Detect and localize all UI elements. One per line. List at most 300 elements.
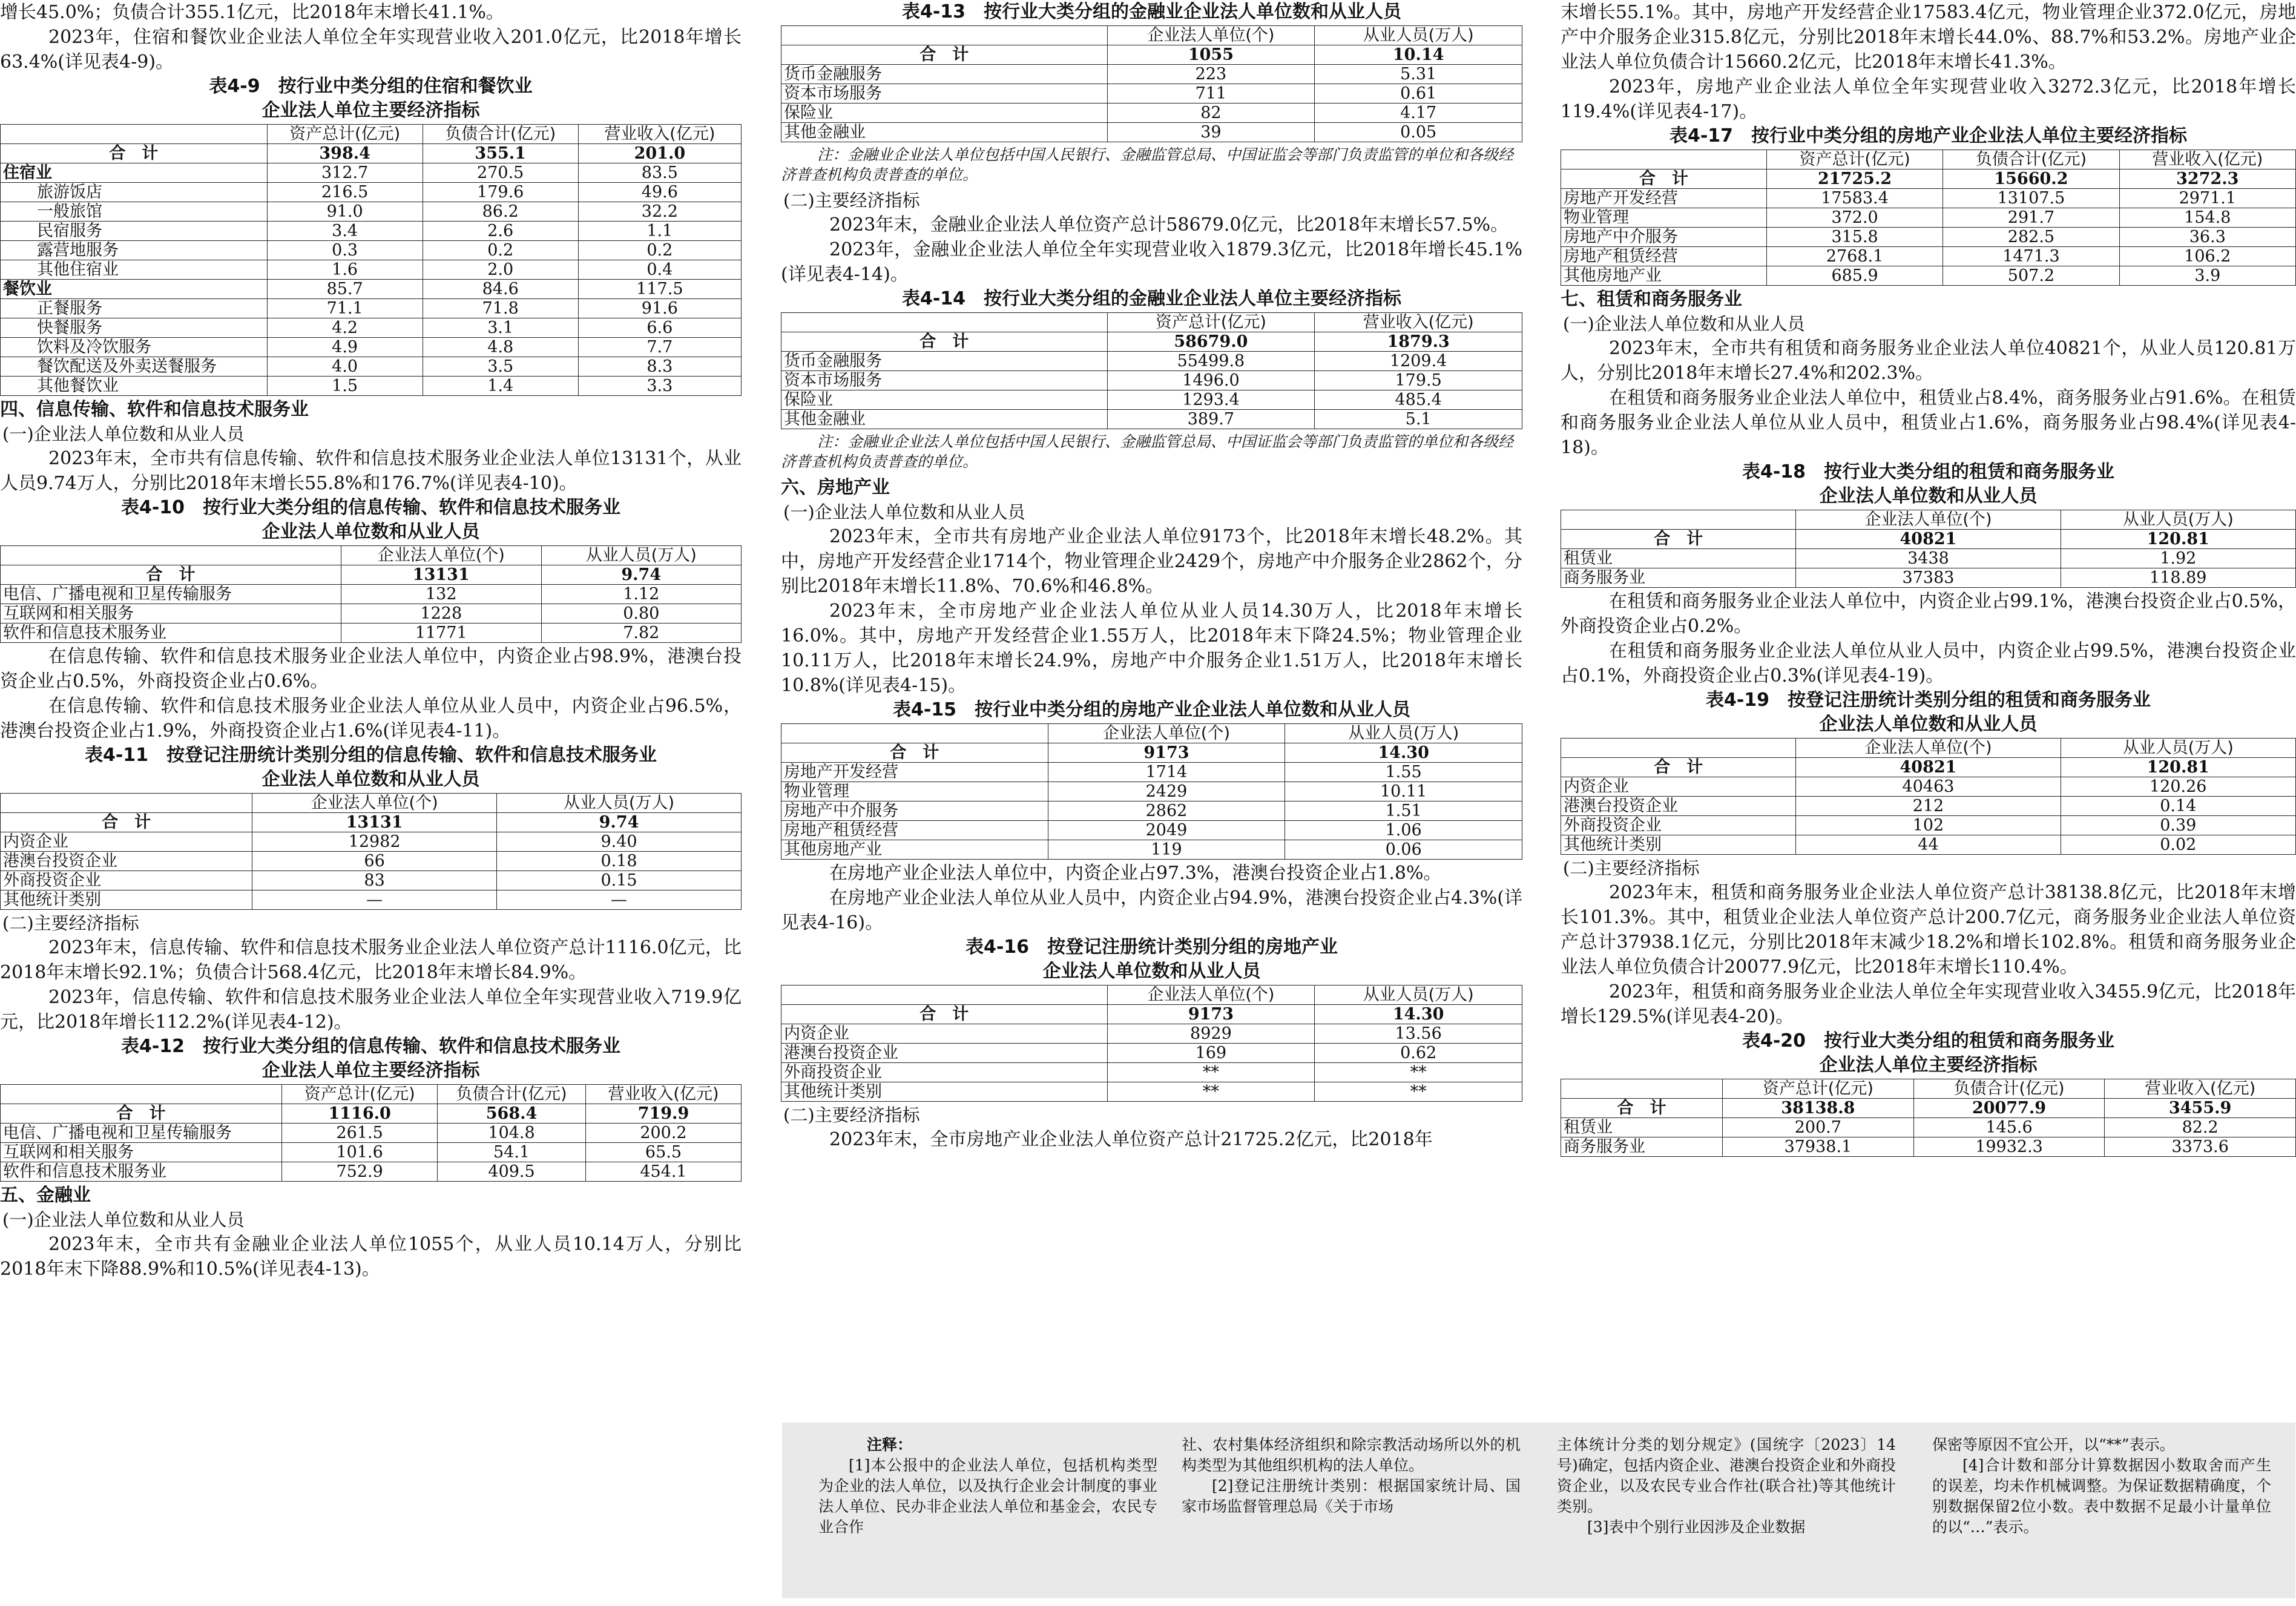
cell: 4.9 [267, 338, 423, 357]
cell: 84.6 [423, 280, 578, 299]
cell: 14.30 [1285, 743, 1522, 763]
header-cell: 从业人员(万人) [1315, 986, 1522, 1005]
header-row [1, 546, 742, 565]
header-cell [781, 26, 1108, 45]
cell: 101.6 [282, 1143, 438, 1162]
cell: 15660.2 [1943, 169, 2119, 189]
cell: 物业管理 [781, 782, 1048, 801]
total-row [781, 743, 1522, 763]
paragraph: 在房地产业企业法人单位中，内资企业占97.3%，港澳台投资企业占1.8%。 [829, 863, 1442, 884]
header-cell: 营业收入(亿元) [2119, 150, 2295, 169]
cell: 保险业 [781, 390, 1108, 410]
data-table [1561, 738, 2296, 855]
table-row [1561, 189, 2296, 208]
cell: 合 计 [1, 144, 268, 163]
table-row [781, 65, 1522, 84]
table-title [1561, 460, 2296, 484]
notes-column-1 [818, 1435, 1157, 1538]
section-heading: 七、租赁和商务服务业 [1561, 289, 1742, 310]
table-row [781, 801, 1522, 821]
header-cell: 资产总计(亿元) [1723, 1079, 1914, 1099]
table-title [0, 1035, 742, 1059]
cell: 1293.4 [1107, 390, 1315, 410]
cell: 0.15 [497, 871, 742, 890]
table-title [0, 496, 742, 520]
table-row [781, 1024, 1522, 1044]
cell: 568.4 [438, 1104, 586, 1124]
table-row [781, 84, 1522, 104]
cell: 10.11 [1285, 782, 1522, 801]
cell: 315.8 [1766, 228, 1942, 247]
cell: 355.1 [423, 144, 578, 163]
paragraph: 在租赁和商务服务业企业法人单位中，租赁业占8.4%，商务服务业占91.6%。在租赁和商务服务业企业法人单位从业人员中，租赁业占1.6%，商务服务业占98.4%(详见表4-18)。 [1561, 387, 2296, 458]
header-row [1, 1085, 742, 1104]
cell: 1.06 [1285, 821, 1522, 840]
cell: 1.4 [423, 377, 578, 396]
total-row [1561, 758, 2296, 777]
table-subtitle: 企业法人单位主要经济指标 [1819, 1055, 2038, 1076]
header-row [1561, 739, 2296, 758]
cell: 179.5 [1315, 371, 1522, 390]
paragraph: 增长45.0%；负债合计355.1亿元，比2018年末增长41.1%。 [0, 2, 504, 23]
cell: 44 [1796, 835, 2061, 855]
header-row [1, 794, 742, 813]
cell: 快餐服务 [1, 318, 268, 338]
cell: ** [1315, 1063, 1522, 1082]
cell: 13.56 [1315, 1024, 1522, 1044]
table-row [1, 377, 742, 396]
subsection-heading: (一)企业法人单位数和从业人员 [1563, 314, 1805, 334]
table-row [1561, 208, 2296, 228]
cell: 485.4 [1315, 390, 1522, 410]
table-row [781, 782, 1522, 801]
paragraph: 2023年末，全市共有金融业企业法人单位1055个，从业人员10.14万人，分别比2018年末下降88.9%和10.5%(详见表4-13)。 [0, 1234, 742, 1280]
table-title-line: 按登记注册统计类别分组的信息传输、软件和信息技术服务业 [166, 745, 657, 766]
paragraph: 在租赁和商务服务业企业法人单位中，内资企业占99.1%，港澳台投资企业占0.5%，外商投资企业占0.2%。 [1561, 591, 2296, 637]
cell: 0.39 [2061, 816, 2296, 835]
cell: 1.92 [2061, 549, 2296, 568]
table-row [1561, 266, 2296, 286]
table-title-line: 按行业中类分组的房地产业企业法人单位主要经济指标 [1751, 125, 2188, 146]
header-cell: 营业收入(亿元) [2105, 1079, 2296, 1099]
table-row [1561, 228, 2296, 247]
table-4-14 [781, 287, 1522, 472]
total-row [781, 332, 1522, 352]
cell: 32.2 [578, 202, 741, 222]
cell: 82 [1107, 104, 1315, 123]
cell: 216.5 [267, 183, 423, 202]
table-subtitle: 企业法人单位数和从业人员 [262, 769, 480, 790]
cell: 外商投资企业 [1, 871, 252, 890]
cell: 物业管理 [1561, 208, 1767, 228]
cell: 2.0 [423, 260, 578, 280]
table-number: 表4-12 [120, 1036, 185, 1057]
cell: 37383 [1796, 568, 2061, 588]
cell: 200.7 [1723, 1118, 1914, 1137]
cell: 6.6 [578, 318, 741, 338]
cell: ** [1315, 1082, 1522, 1102]
cell: 11771 [341, 624, 541, 643]
cell: 1.51 [1285, 801, 1522, 821]
cell: 0.18 [497, 852, 742, 871]
cell: 租赁业 [1561, 1118, 1723, 1137]
cell: 40463 [1796, 777, 2061, 797]
cell: 3455.9 [2105, 1099, 2296, 1118]
cell: 3.1 [423, 318, 578, 338]
cell: 145.6 [1913, 1118, 2105, 1137]
cell: 其他统计类别 [1, 890, 252, 910]
table-row [781, 104, 1522, 123]
cell: 71.1 [267, 299, 423, 318]
cell: 120.81 [2061, 758, 2296, 777]
total-row [1561, 530, 2296, 549]
cell: 0.62 [1315, 1044, 1522, 1063]
cell: 120.81 [2061, 530, 2296, 549]
cell: 3272.3 [2119, 169, 2295, 189]
table-title-line: 按行业大类分组的租赁和商务服务业 [1824, 461, 2115, 482]
header-cell: 从业人员(万人) [2061, 739, 2296, 758]
cell: 1228 [341, 604, 541, 624]
subsection-heading: (二)主要经济指标 [783, 1105, 920, 1125]
cell: 合 计 [781, 332, 1108, 352]
cell: 房地产租赁经营 [1561, 247, 1767, 266]
paragraph: 2023年，租赁和商务服务业企业法人单位全年实现营业收入3455.9亿元，比2018年增长129.5%(详见表4-20)。 [1561, 981, 2296, 1027]
table-row [781, 821, 1522, 840]
total-row [1, 144, 742, 163]
cell: ** [1107, 1063, 1315, 1082]
cell: 9.74 [541, 565, 742, 585]
cell: 58679.0 [1107, 332, 1315, 352]
cell: 互联网和相关服务 [1, 604, 341, 624]
cell: 合 计 [1, 565, 341, 585]
note-text: 社、农村集体经济组织和除宗教活动场所以外的机构类型为其他组织机构的法人单位。 [1182, 1436, 1521, 1474]
cell: 商务服务业 [1561, 568, 1796, 588]
table-title-line: 按行业中类分组的住宿和餐饮业 [278, 76, 533, 97]
cell: 互联网和相关服务 [1, 1143, 282, 1162]
cell: 餐饮业 [1, 280, 268, 299]
cell: 0.2 [423, 241, 578, 260]
cell: 其他金融业 [781, 123, 1108, 142]
data-table [1561, 150, 2296, 286]
cell: 282.5 [1943, 228, 2119, 247]
cell: 40821 [1796, 758, 2061, 777]
cell: 5.1 [1315, 410, 1522, 429]
table-row [1, 280, 742, 299]
cell: 1471.3 [1943, 247, 2119, 266]
cell: 房地产中介服务 [1561, 228, 1767, 247]
table-title [0, 743, 742, 768]
paragraph: 2023年末，全市共有信息传输、软件和信息技术服务业企业法人单位13131个，从业人员9.74万人，分别比2018年末增长55.8%和176.7%(详见表4-10)。 [0, 448, 742, 494]
cell: 外商投资企业 [781, 1063, 1108, 1082]
header-cell: 资产总计(亿元) [282, 1085, 438, 1104]
table-subtitle: 企业法人单位主要经济指标 [262, 100, 480, 121]
cell: 货币金融服务 [781, 352, 1108, 371]
cell: 312.7 [267, 163, 423, 183]
header-cell: 资产总计(亿元) [1766, 150, 1942, 169]
paragraph: 在信息传输、软件和信息技术服务业企业法人单位中，内资企业占98.9%，港澳台投资企业占0.5%，外商投资企业占0.6%。 [0, 646, 742, 692]
cell: 其他房地产业 [781, 840, 1048, 860]
cell: 合 计 [1561, 169, 1767, 189]
cell: 1.5 [267, 377, 423, 396]
table-number: 表4-17 [1669, 125, 1734, 146]
cell: 54.1 [438, 1143, 586, 1162]
cell: — [252, 890, 497, 910]
cell: 旅游饭店 [1, 183, 268, 202]
cell: 3.3 [578, 377, 741, 396]
cell: 外商投资企业 [1561, 816, 1796, 835]
cell: 一般旅馆 [1, 202, 268, 222]
cell: 9.74 [497, 813, 742, 832]
cell: 房地产中介服务 [781, 801, 1048, 821]
cell: — [497, 890, 742, 910]
table-4-10 [0, 496, 742, 643]
table-note: 注：金融业企业法人单位包括中国人民银行、金融监管总局、中国证监会等部门负责监管的单位和各级经济普查机构负责普查的单位。 [781, 146, 1514, 183]
cell: 资本市场服务 [781, 84, 1108, 104]
data-table [781, 723, 1522, 860]
cell: 19932.3 [1913, 1137, 2105, 1157]
table-row [1561, 568, 2296, 588]
cell: 200.2 [585, 1124, 741, 1143]
cell: 14.30 [1315, 1005, 1522, 1024]
cell: 21725.2 [1766, 169, 1942, 189]
table-row [1, 624, 742, 643]
table-title [781, 698, 1522, 722]
table-number: 表4-14 [901, 288, 966, 309]
cell: 39 [1107, 123, 1315, 142]
cell: 1.1 [578, 222, 741, 241]
subsection-heading: (一)企业法人单位数和从业人员 [783, 502, 1025, 522]
cell: 0.06 [1285, 840, 1522, 860]
cell: 91.6 [578, 299, 741, 318]
cell: 3.4 [267, 222, 423, 241]
cell: 其他房地产业 [1561, 266, 1767, 286]
note-text: [4]合计数和部分计算数据因小数取舍而产生的误差，均未作机械调整。为保证数据精确度，个别数据保留2位小数。表中数据不足最小计量单位的以“…”表示。 [1932, 1456, 2271, 1536]
header-cell: 从业人员(万人) [1285, 724, 1522, 743]
note-text: [2]登记注册统计类别：根据国家统计局、国家市场监督管理总局《关于市场 [1182, 1477, 1521, 1515]
cell: 1.6 [267, 260, 423, 280]
table-title-line: 按行业大类分组的金融业企业法人单位数和从业人员 [984, 1, 1402, 22]
data-table [0, 1084, 742, 1182]
paragraph: 2023年，金融业企业法人单位全年实现营业收入1879.3亿元，比2018年增长45.1%(详见表4-14)。 [781, 239, 1522, 285]
cell: 露营地服务 [1, 241, 268, 260]
table-row [1, 890, 742, 910]
cell: 711 [1107, 84, 1315, 104]
cell: 1879.3 [1315, 332, 1522, 352]
cell: 1.55 [1285, 763, 1522, 782]
table-row [1, 183, 742, 202]
paragraph: 2023年末，全市房地产业企业法人单位资产总计21725.2亿元，比2018年 [829, 1129, 1433, 1150]
table-row [1, 318, 742, 338]
table-row [1561, 1118, 2296, 1137]
cell: 3.5 [423, 357, 578, 377]
header-cell: 从业人员(万人) [2061, 510, 2296, 530]
table-row [781, 390, 1522, 410]
section-heading: 四、信息传输、软件和信息技术服务业 [0, 399, 309, 420]
cell: 电信、广播电视和卫星传输服务 [1, 1124, 282, 1143]
header-cell: 从业人员(万人) [541, 546, 742, 565]
subsection-heading: (二)主要经济指标 [783, 190, 920, 211]
table-number: 表4-10 [120, 497, 185, 518]
cell: 119 [1048, 840, 1285, 860]
cell: 0.3 [267, 241, 423, 260]
cell: 其他统计类别 [781, 1082, 1108, 1102]
cell: 10.14 [1315, 45, 1522, 65]
header-cell: 企业法人单位(个) [252, 794, 497, 813]
cell: 71.8 [423, 299, 578, 318]
table-row [1, 871, 742, 890]
header-row [781, 986, 1522, 1005]
table-title-line: 按行业大类分组的租赁和商务服务业 [1824, 1030, 2115, 1051]
header-cell: 企业法人单位(个) [1107, 986, 1315, 1005]
cell: 12982 [252, 832, 497, 852]
cell: 104.8 [438, 1124, 586, 1143]
paragraph: 2023年末，租赁和商务服务业企业法人单位资产总计38138.8亿元，比2018年末增长101.3%。其中，租赁业企业法人单位资产总计200.7亿元，商务服务业企业法人单位资产总计37938.1亿元，分别比2018年末减少18.2%和增长102.8%。租赁和商务服务业企业法人单位负债合计20077.9亿元，比2018年末增长110.4%。 [1561, 882, 2296, 978]
cell: 82.2 [2105, 1118, 2296, 1137]
cell: 2.6 [423, 222, 578, 241]
cell: 内资企业 [1, 832, 252, 852]
cell: 40821 [1796, 530, 2061, 549]
cell: 5.31 [1315, 65, 1522, 84]
notes-box [782, 1423, 2295, 1598]
notes-column-2 [1182, 1435, 1521, 1517]
header-cell: 企业法人单位(个) [341, 546, 541, 565]
cell: 38138.8 [1723, 1099, 1914, 1118]
table-4-18 [1561, 460, 2296, 588]
table-4-11 [0, 743, 742, 910]
cell: 1116.0 [282, 1104, 438, 1124]
cell: 132 [341, 585, 541, 604]
cell: 3438 [1796, 549, 2061, 568]
cell: 154.8 [2119, 208, 2295, 228]
cell: 389.7 [1107, 410, 1315, 429]
cell: 饮料及冷饮服务 [1, 338, 268, 357]
header-cell: 从业人员(万人) [1315, 26, 1522, 45]
cell: 4.17 [1315, 104, 1522, 123]
header-cell: 企业法人单位(个) [1796, 510, 2061, 530]
cell: 合 计 [1, 1104, 282, 1124]
header-cell: 资产总计(亿元) [267, 125, 423, 144]
table-row [1, 163, 742, 183]
cell: 资本市场服务 [781, 371, 1108, 390]
cell: 住宿业 [1, 163, 268, 183]
cell: 1209.4 [1315, 352, 1522, 371]
table-title-line: 按登记注册统计类别分组的租赁和商务服务业 [1788, 689, 2151, 711]
cell: 其他住宿业 [1, 260, 268, 280]
header-cell: 企业法人单位(个) [1048, 724, 1285, 743]
cell: 2768.1 [1766, 247, 1942, 266]
paragraph: 2023年，房地产业企业法人单位全年实现营业收入3272.3亿元，比2018年增长119.4%(详见表4-17)。 [1561, 76, 2296, 122]
cell: 1714 [1048, 763, 1285, 782]
table-subtitle: 企业法人单位数和从业人员 [1819, 714, 2038, 735]
table-row [781, 371, 1522, 390]
header-cell [781, 724, 1048, 743]
cell: 合 计 [1561, 530, 1796, 549]
cell: 261.5 [282, 1124, 438, 1143]
table-4-16 [781, 935, 1522, 1102]
cell: 合 计 [1, 813, 252, 832]
table-4-15 [781, 698, 1522, 860]
cell: 7.82 [541, 624, 742, 643]
data-table [0, 545, 742, 643]
cell: 3.9 [2119, 266, 2295, 286]
table-4-9 [0, 74, 742, 396]
cell: 4.0 [267, 357, 423, 377]
table-subtitle: 企业法人单位数和从业人员 [262, 521, 480, 542]
table-number: 表4-11 [84, 745, 149, 766]
cell: 0.14 [2061, 797, 2296, 816]
header-row [781, 724, 1522, 743]
cell: 66 [252, 852, 497, 871]
table-row [1, 1143, 742, 1162]
table-row [1, 585, 742, 604]
notes-column-3 [1557, 1435, 1896, 1538]
cell: 106.2 [2119, 247, 2295, 266]
table-row [1, 222, 742, 241]
table-title-line: 按行业大类分组的金融业企业法人单位主要经济指标 [984, 288, 1402, 309]
header-cell: 企业法人单位(个) [1107, 26, 1315, 45]
cell: 13107.5 [1943, 189, 2119, 208]
header-cell [1, 794, 252, 813]
table-row [1, 357, 742, 377]
cell: 17583.4 [1766, 189, 1942, 208]
header-cell [781, 313, 1108, 332]
header-cell: 资产总计(亿元) [1107, 313, 1315, 332]
cell: 8.3 [578, 357, 741, 377]
cell: 102 [1796, 816, 2061, 835]
table-row [781, 123, 1522, 142]
table-row [1561, 777, 2296, 797]
table-title-line: 按登记注册统计类别分组的房地产业 [1047, 936, 1338, 958]
table-row [1, 338, 742, 357]
header-cell [1561, 1079, 1723, 1099]
table-title [781, 935, 1522, 959]
header-row [781, 313, 1522, 332]
table-row [1561, 247, 2296, 266]
data-table [1561, 1079, 2296, 1157]
table-row [781, 352, 1522, 371]
cell: 2429 [1048, 782, 1285, 801]
header-cell: 营业收入(亿元) [578, 125, 741, 144]
cell: ** [1107, 1082, 1315, 1102]
cell: 0.4 [578, 260, 741, 280]
table-row [1561, 835, 2296, 855]
cell: 13131 [252, 813, 497, 832]
cell: 36.3 [2119, 228, 2295, 247]
paragraph: 在租赁和商务服务业企业法人单位从业人员中，内资企业占99.5%，港澳台投资企业占0.1%，外商投资企业占0.3%(详见表4-19)。 [1561, 640, 2296, 686]
cell: 372.0 [1766, 208, 1942, 228]
column-2 [781, 0, 1522, 1152]
table-title [1561, 1029, 2296, 1053]
cell: 内资企业 [781, 1024, 1108, 1044]
cell: 7.7 [578, 338, 741, 357]
table-note: 注：金融业企业法人单位包括中国人民银行、金融监管总局、中国证监会等部门负责监管的单位和各级经济普查机构负责普查的单位。 [781, 433, 1514, 470]
table-subtitle: 企业法人单位数和从业人员 [1819, 485, 2038, 507]
subsection-heading: (一)企业法人单位数和从业人员 [2, 1209, 245, 1230]
cell: 117.5 [578, 280, 741, 299]
total-row [1, 565, 742, 585]
subsection-heading: (二)主要经济指标 [1563, 858, 1700, 878]
header-row [1561, 510, 2296, 530]
header-cell: 营业收入(亿元) [585, 1085, 741, 1104]
cell: 0.2 [578, 241, 741, 260]
cell: 房地产租赁经营 [781, 821, 1048, 840]
table-row [781, 1063, 1522, 1082]
table-row [1561, 1137, 2296, 1157]
cell: 港澳台投资企业 [781, 1044, 1108, 1063]
cell: 2049 [1048, 821, 1285, 840]
cell: 保险业 [781, 104, 1108, 123]
table-4-20 [1561, 1029, 2296, 1157]
